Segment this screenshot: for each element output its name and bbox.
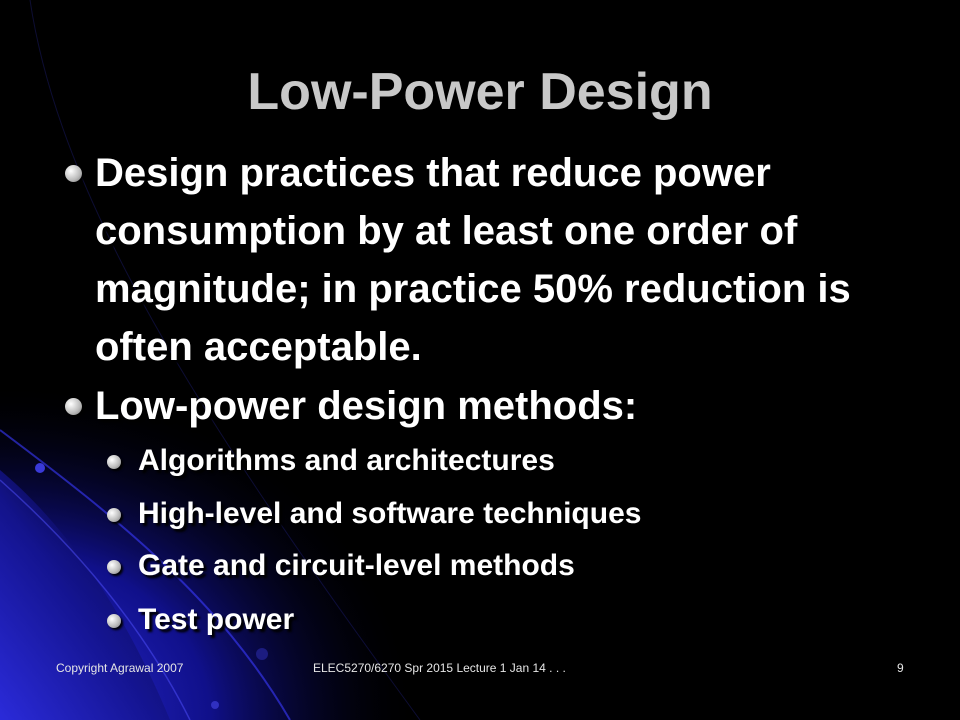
sub-bullet-icon bbox=[107, 560, 121, 574]
sub-bullet-text: Gate and circuit-level methods bbox=[138, 549, 575, 582]
decor-dot-3 bbox=[211, 701, 219, 709]
sub-bullet-high-level bbox=[107, 496, 927, 532]
decor-dot-2 bbox=[256, 648, 268, 660]
bullet-low-power-methods bbox=[65, 377, 935, 435]
footer-course: ELEC5270/6270 Spr 2015 Lecture 1 Jan 14 . . . bbox=[313, 661, 566, 675]
bullet-icon bbox=[65, 165, 82, 182]
bullet-icon bbox=[65, 398, 82, 415]
decor-dot-1 bbox=[35, 463, 45, 473]
sub-bullet-icon bbox=[107, 614, 121, 628]
sub-bullet-text: Algorithms and architectures bbox=[138, 444, 555, 477]
sub-bullet-icon bbox=[107, 508, 121, 522]
bullet-design-practices bbox=[65, 144, 935, 376]
sub-bullet-icon bbox=[107, 455, 121, 469]
bullet-text: Design practices that reduce power consumption by at least one order of magnitude; in practice 50% reduction is often acceptable. bbox=[95, 151, 851, 369]
sub-bullet-text: High-level and software techniques bbox=[138, 497, 642, 530]
footer-copyright: Copyright Agrawal 2007 bbox=[56, 661, 184, 675]
bullet-text: Low-power design methods: bbox=[95, 384, 638, 428]
sub-bullet-algorithms bbox=[107, 443, 927, 479]
sub-bullet-gate-circuit bbox=[107, 548, 927, 584]
footer-page-number: 9 bbox=[897, 661, 904, 675]
sub-bullet-text: Test power bbox=[138, 603, 295, 636]
slide-title: Low-Power Design bbox=[247, 63, 713, 121]
sub-bullet-test-power bbox=[107, 602, 927, 638]
